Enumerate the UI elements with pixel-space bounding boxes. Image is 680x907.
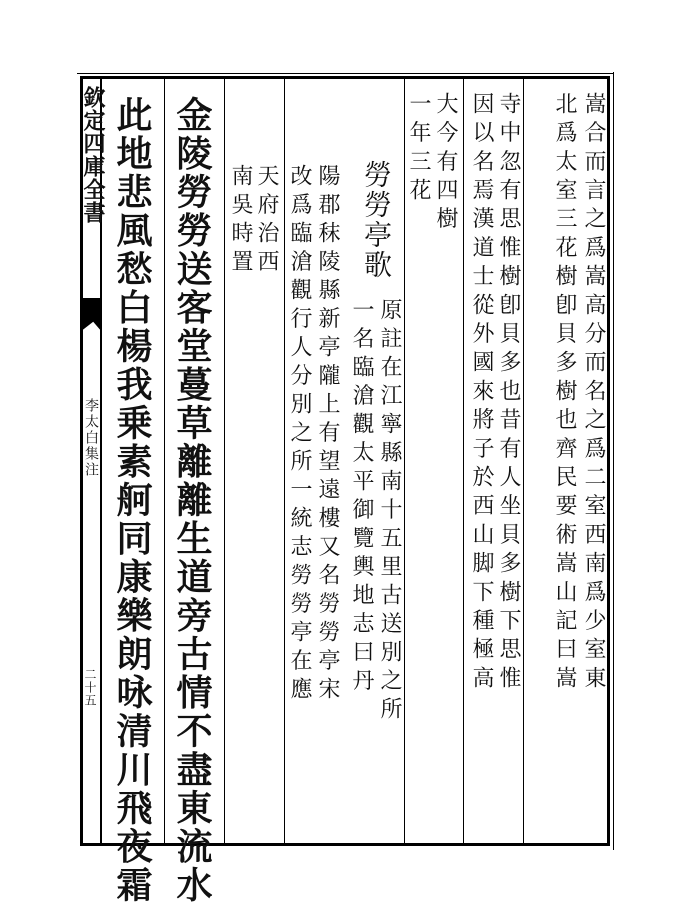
column-rule xyxy=(523,79,524,843)
poem-line: 此地悲風愁白楊我乗素舸同康樂朗咏清川飛夜霜 xyxy=(111,96,153,905)
column-rule xyxy=(404,79,405,843)
commentary-column: 因以名焉漢道士從外國來將子於西山脚下種極高 xyxy=(469,92,494,695)
column-rule xyxy=(224,79,225,843)
poem-line: 金陵勞勞送客堂蔓草離離生道旁古情不盡東流水 xyxy=(171,96,213,905)
commentary-column: 嵩合而言之爲嵩高分而名之爲二室西南爲少室東 xyxy=(581,92,606,695)
column-rule xyxy=(164,79,165,843)
poem-heading: 勞勞亭歌 xyxy=(360,160,393,280)
commentary-column: 寺中忽有思惟樹卽貝多也昔有人坐貝多樹下思惟 xyxy=(496,92,521,695)
commentary-column: 一年三花 xyxy=(406,92,431,207)
commentary-column: 南吳時置 xyxy=(228,164,253,278)
column-rule xyxy=(463,79,464,843)
commentary-column: 原註在江寧縣南十五里古送別之所 xyxy=(377,298,402,726)
column-rule xyxy=(284,79,285,843)
commentary-column: 大今有四樹 xyxy=(433,92,458,236)
page-frame xyxy=(80,76,610,846)
commentary-column: 一名臨滄觀太平御覽輿地志曰丹 xyxy=(349,298,374,697)
section-name: 李太白集注 xyxy=(83,398,99,478)
commentary-column: 陽郡秣陵縣新亭隴上有望遠樓又名勞勞亭宋 xyxy=(315,164,340,706)
commentary-column: 改爲臨滄觀行人分別之所一統志勞勞亭在應 xyxy=(287,164,312,706)
commentary-column: 北爲太室三花樹卽貝多樹也齊民要術嵩山記曰嵩 xyxy=(552,92,577,695)
folio-number: 二十五 xyxy=(83,668,97,707)
book-title: 欽定四庫全書 xyxy=(80,86,106,224)
commentary-column: 天府治西 xyxy=(254,164,279,278)
